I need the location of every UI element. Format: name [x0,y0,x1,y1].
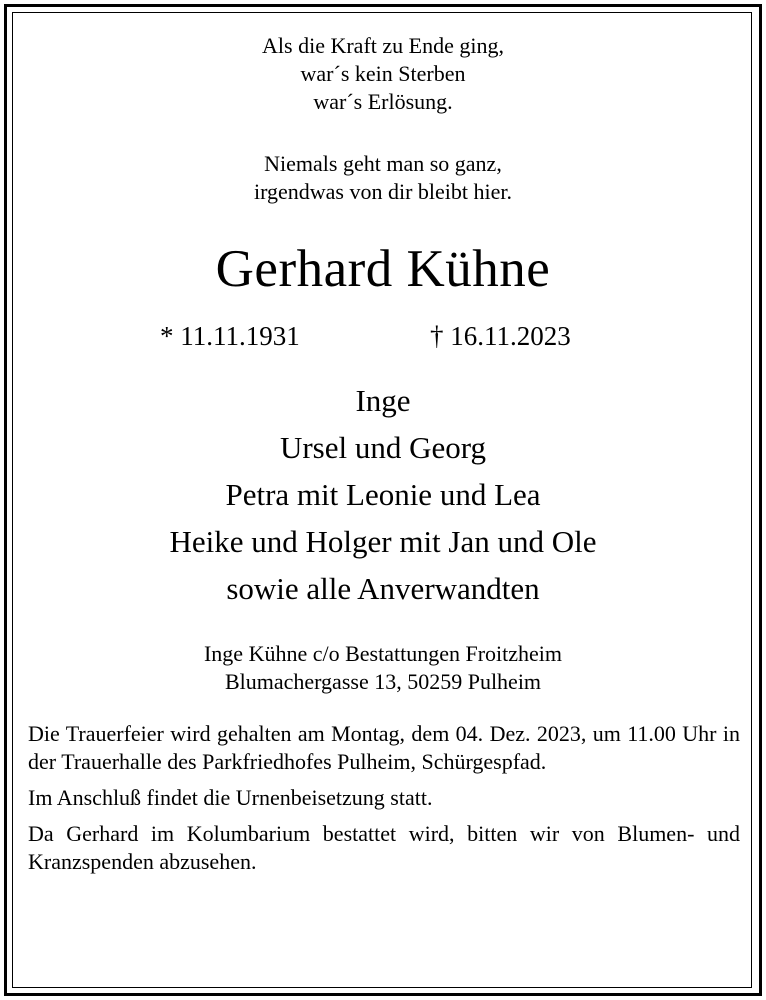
verse-line: Niemals geht man so ganz, [264,151,502,176]
verse-line: war´s Erlösung. [313,89,453,114]
death-date: † 16.11.2023 [430,321,571,351]
mourner-line: Ursel und Georg [279,430,487,465]
contact-address [22,640,744,696]
info-paragraph: Im Anschluß findet die Urnenbeisetzung statt. [28,785,433,810]
info-paragraph: Die Trauerfeier wird gehalten am Montag, dem 04. Dez. 2023, um 11.00 Uhr in der Trauerhalle des Parkfriedhofes Pulheim, Schürgespfad. [28,721,740,774]
birth-date: * 11.11.1931 [160,321,300,351]
info-paragraph: Da Gerhard im Kolumbarium bestattet wird, bitten wir von Blumen- und Kranzspenden abzusehen. [28,821,740,874]
verse-second [22,150,744,206]
mourner-line: Inge [355,383,411,418]
address-line: Inge Kühne c/o Bestattungen Froitzheim [203,641,563,666]
deceased-name: Gerhard Kühne [215,240,551,298]
mourner-line: Heike und Holger mit Jan und Ole [169,524,597,559]
obituary-notice [22,22,744,884]
mourner-line: sowie alle Anverwandten [226,571,540,606]
life-dates [22,321,744,355]
verse-line: irgendwas von dir bleibt hier. [253,179,513,204]
mourners-list [22,377,744,612]
verse-line: war´s kein Sterben [300,61,466,86]
service-info [22,720,740,876]
address-line: Blumachergasse 13, 50259 Pulheim [224,669,542,694]
mourner-line: Petra mit Leonie und Lea [225,477,541,512]
verse-line: Als die Kraft zu Ende ging, [262,33,504,58]
verse-top [22,32,744,116]
